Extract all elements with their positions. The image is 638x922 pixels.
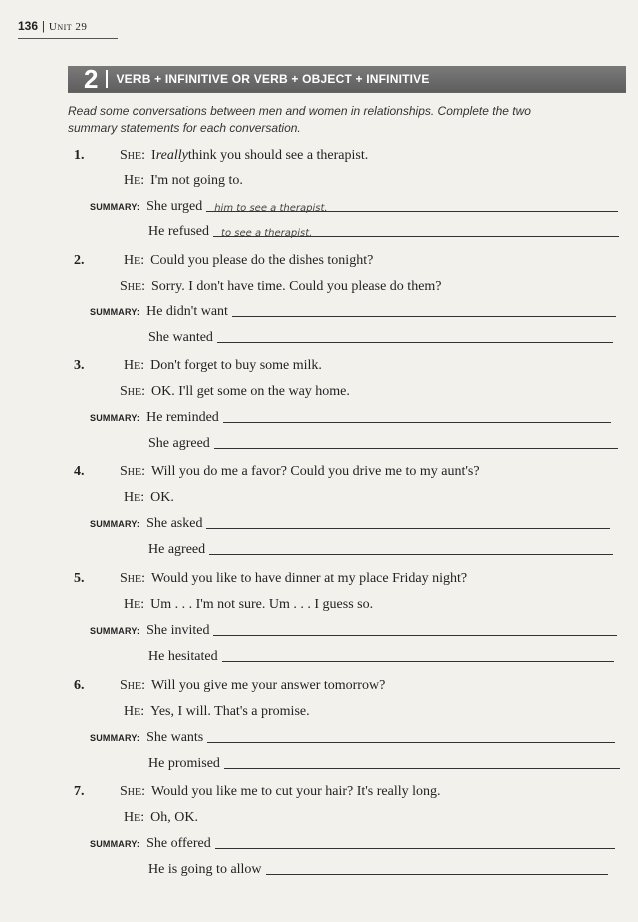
dialogue-line (120, 784, 441, 800)
dialogue-text: Would you like to have dinner at my place Friday night? (151, 571, 468, 586)
answer-text (224, 760, 232, 771)
summary-line (90, 304, 616, 320)
dialogue-line (124, 490, 174, 506)
speaker: He: (124, 704, 145, 719)
dialogue-line (124, 358, 322, 374)
answer-blank[interactable] (217, 330, 613, 343)
answer-blank[interactable] (266, 862, 608, 875)
summary-stem: He reminded (146, 410, 219, 425)
summary-label: SUMMARY: (90, 413, 141, 423)
summary-label: SUMMARY: (90, 307, 141, 317)
header-separator: | (42, 18, 45, 33)
item-number: 2. (74, 253, 85, 268)
summary-line (148, 649, 614, 665)
item-number: 6. (74, 678, 85, 693)
dialogue-line (124, 810, 198, 826)
speaker: He: (124, 253, 145, 268)
dialogue-line (120, 384, 350, 400)
speaker: He: (124, 810, 145, 825)
answer-blank[interactable] (206, 516, 610, 529)
summary-stem: He agreed (148, 542, 206, 557)
unit-label: Unit 29 (48, 21, 88, 33)
answer-text: to see a therapist. (221, 228, 313, 239)
answer-text (215, 840, 223, 851)
summary-stem: She agreed (148, 436, 210, 451)
header-rule (18, 38, 118, 39)
answer-blank[interactable] (209, 542, 613, 555)
dialogue-text: Sorry. I don't have time. Could you please do them? (151, 279, 442, 294)
answer-blank[interactable] (224, 756, 620, 769)
speaker: He: (124, 358, 145, 373)
dialogue-line (124, 704, 310, 720)
dialogue-text: Will you do me a favor? Could you drive me to my aunt's? (151, 464, 480, 479)
summary-stem: He promised (148, 756, 220, 771)
answer-blank[interactable] (214, 436, 618, 449)
answer-text (209, 546, 217, 557)
answer-text: him to see a therapist. (214, 203, 328, 214)
summary-stem: She asked (146, 516, 203, 531)
summary-stem: She wants (146, 730, 204, 745)
summary-line (148, 542, 613, 558)
summary-line (90, 730, 615, 746)
dialogue-line (124, 173, 243, 189)
speaker: He: (124, 597, 145, 612)
summary-line (90, 836, 615, 852)
speaker: She: (120, 384, 146, 399)
summary-stem: He is going to allow (148, 862, 262, 877)
dialogue-line (120, 571, 467, 587)
dialogue-text: OK. I'll get some on the way home. (151, 384, 350, 399)
dialogue-text-post: think you should see a therapist. (187, 148, 369, 163)
answer-text (214, 440, 222, 451)
answer-blank[interactable] (213, 623, 617, 636)
emphasis-text: really (155, 148, 188, 163)
summary-line (148, 862, 608, 878)
answer-blank[interactable] (207, 730, 615, 743)
summary-stem: She urged (146, 199, 203, 214)
dialogue-line (120, 148, 368, 164)
speaker: He: (124, 173, 145, 188)
instructions: Read some conversations between men and women in relationships. Complete the two summary statements for each conversation. (68, 104, 531, 135)
section-banner (68, 66, 626, 92)
answer-text (222, 653, 230, 664)
summary-line (90, 623, 617, 639)
answer-text (207, 734, 215, 745)
dialogue-text: I'm not going to. (150, 173, 243, 188)
dialogue-text: Oh, OK. (150, 810, 198, 825)
answer-text (217, 334, 225, 345)
summary-stem: He didn't want (146, 304, 228, 319)
dialogue-line (124, 253, 373, 269)
answer-blank[interactable] (215, 836, 615, 849)
dialogue-line (124, 597, 373, 613)
answer-blank[interactable] (223, 410, 611, 423)
summary-stem: He refused (148, 224, 210, 239)
summary-stem: He hesitated (148, 649, 218, 664)
section-title: VERB + INFINITIVE OR VERB + OBJECT + INFINITIVE (116, 72, 430, 86)
item-number: 4. (74, 464, 85, 479)
speaker: He: (124, 490, 145, 505)
speaker: She: (120, 148, 146, 163)
answer-text (223, 414, 231, 425)
section-number: 2 (84, 64, 99, 94)
speaker: She: (120, 464, 146, 479)
section-underline (68, 92, 626, 93)
answer-text (266, 866, 274, 877)
item-number: 5. (74, 571, 85, 586)
dialogue-line (120, 678, 385, 694)
summary-line (148, 330, 613, 346)
dialogue-text: Could you please do the dishes tonight? (150, 253, 374, 268)
summary-stem: She offered (146, 836, 211, 851)
item-number: 3. (74, 358, 85, 373)
answer-blank[interactable] (222, 649, 614, 662)
section-divider (106, 70, 108, 88)
dialogue-text-pre: I (151, 148, 156, 163)
summary-line (148, 224, 619, 240)
dialogue-line (120, 464, 480, 480)
dialogue-text: Um . . . I'm not sure. Um . . . I guess so. (150, 597, 374, 612)
speaker: She: (120, 571, 146, 586)
answer-text (213, 627, 221, 638)
answer-blank[interactable] (206, 199, 618, 212)
summary-label: SUMMARY: (90, 519, 141, 529)
dialogue-line (120, 279, 442, 295)
summary-label: SUMMARY: (90, 733, 141, 743)
speaker: She: (120, 784, 146, 799)
summary-label: SUMMARY: (90, 626, 141, 636)
summary-line (148, 756, 620, 772)
speaker: She: (120, 678, 146, 693)
dialogue-text: Would you like me to cut your hair? It's really long. (151, 784, 441, 799)
answer-blank[interactable] (213, 224, 619, 237)
summary-stem: She invited (146, 623, 210, 638)
answer-blank[interactable] (232, 304, 616, 317)
summary-label: SUMMARY: (90, 202, 141, 212)
item-number: 1. (74, 148, 85, 163)
page-number: 136 (18, 19, 39, 33)
dialogue-text: OK. (150, 490, 174, 505)
page-header (18, 18, 87, 34)
dialogue-text: Yes, I will. That's a promise. (150, 704, 310, 719)
summary-line (90, 410, 611, 426)
summary-line (90, 516, 610, 532)
answer-text (232, 308, 240, 319)
dialogue-text: Don't forget to buy some milk. (150, 358, 322, 373)
summary-line (90, 199, 618, 215)
item-number: 7. (74, 784, 85, 799)
dialogue-text: Will you give me your answer tomorrow? (151, 678, 386, 693)
answer-text (206, 520, 214, 531)
speaker: She: (120, 279, 146, 294)
summary-label: SUMMARY: (90, 839, 141, 849)
summary-stem: She wanted (148, 330, 213, 345)
summary-line (148, 436, 618, 452)
